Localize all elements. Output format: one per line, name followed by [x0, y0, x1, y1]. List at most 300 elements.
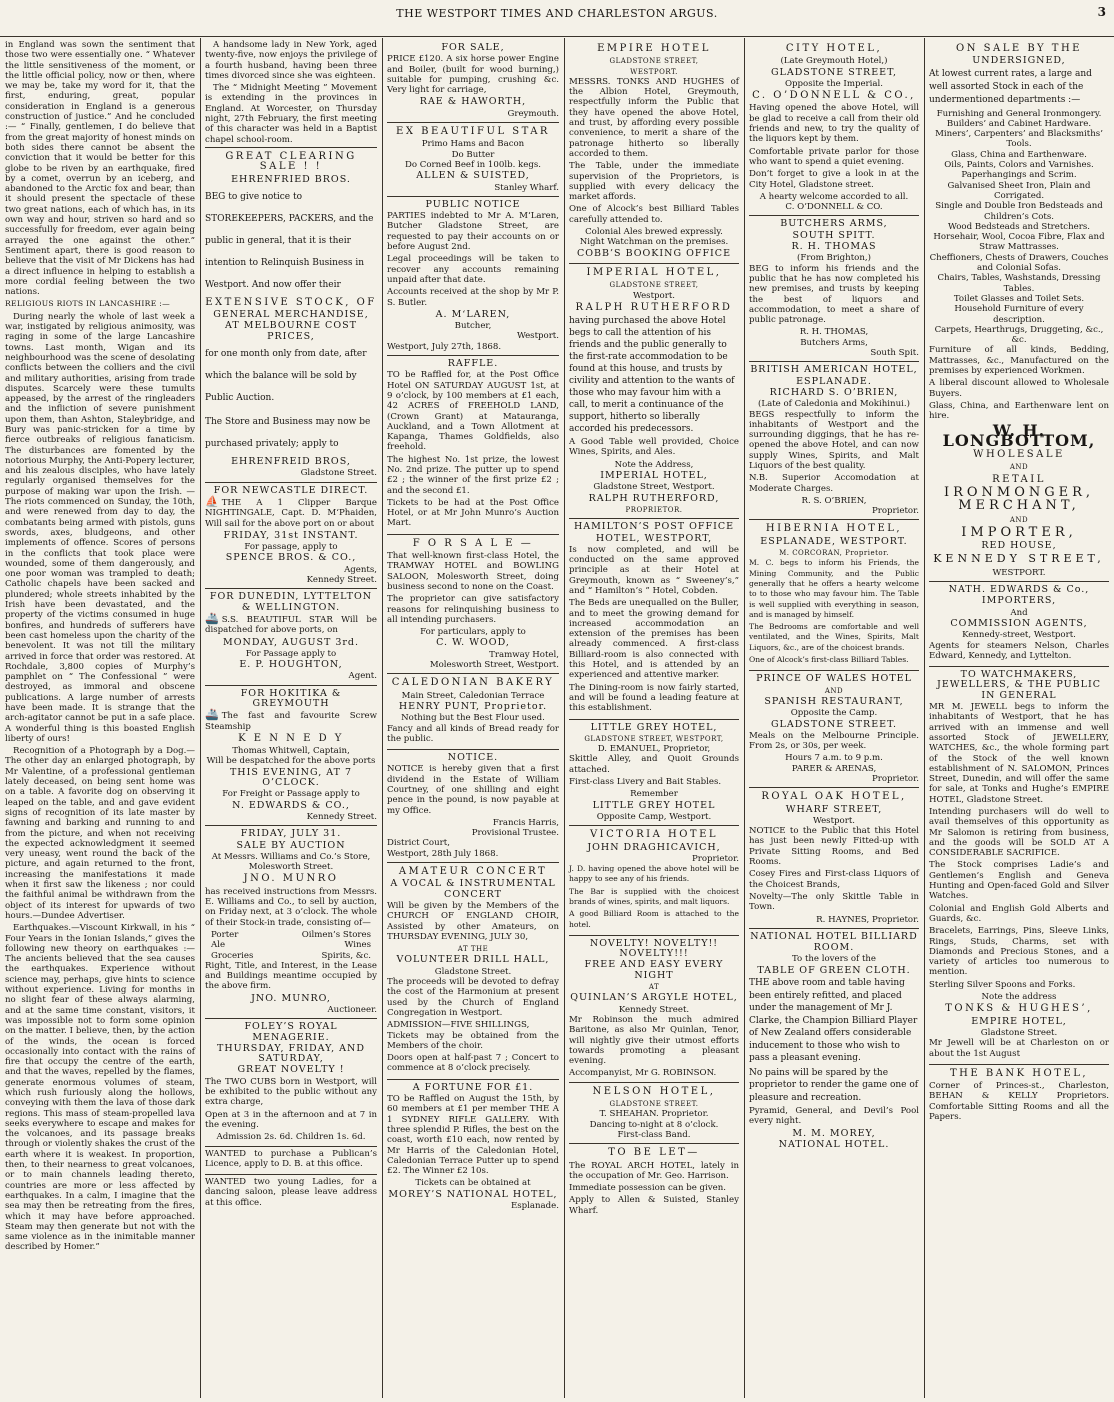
tramway-sale-ad: [387, 535, 559, 675]
ad-heading: UNDERSIGNED,: [972, 55, 1066, 67]
ad-text: Agents for steamers Nelson, Charles Edward, Kennedy, and Lyttelton.: [929, 640, 1109, 661]
riots-heading: RELIGIOUS RIOTS IN LANCASHIRE :—: [5, 299, 171, 309]
ad-text: Remember: [630, 789, 678, 800]
ad-text: AND: [1009, 515, 1029, 524]
lady-paragraph: A handsome lady in New York, aged twenty-five, now enjoys the privilege of a fourth husband, having been three times divorced since she was eighteen.: [205, 40, 377, 81]
ad-text: has received instructions from Messrs. E. Williams and Co., to sell by auction, on Friday next, at 3 o’clock. The whole of their Stock-in trade, consisting of—: [205, 886, 377, 928]
ad-text: Furniture of all kinds, Bedding, Mattrasses, &c., Manufactured on the premises by experienced Workmen.: [929, 345, 1109, 377]
ad-text: BEGS respectfully to inform the inhabitants of Westport and the surrounding diggings, that he has re-opened the above Hotel, and can now supply Wines, Spirits, and Malt Liquors of the best quality.: [749, 409, 919, 471]
ad-heading: A VOCAL & INSTRUMENTAL CONCERT: [390, 878, 556, 900]
ad-advertiser: D. EMANUEL, Proprietor,: [597, 744, 711, 755]
ad-role: Butcher,: [454, 321, 492, 332]
ad-address: Kennedy Street.: [618, 1004, 690, 1015]
ad-heading: PRINCE OF WALES HOTEL: [756, 673, 912, 685]
ad-date: FRIDAY, JULY 31.: [240, 828, 342, 840]
ad-role: PROPRIETOR.: [625, 505, 683, 514]
ad-heading: SPANISH RESTAURANT,: [764, 695, 904, 707]
longbottom-ad: [929, 40, 1109, 582]
ad-text: Novelty—The only Skittle Table in Town.: [749, 891, 919, 913]
argyle-hotel-ad: [569, 936, 739, 1083]
ad-advertiser: M. CORCORAN, Proprietor.: [779, 549, 889, 558]
ad-advertiser: A. M‘LAREN,: [435, 308, 511, 320]
column-1: [0, 40, 200, 1398]
ad-address: GLADSTONE STREET,: [609, 57, 699, 66]
ad-address: Butchers Arms,: [800, 337, 868, 348]
ad-venue: EMPIRE HOTEL,: [971, 1015, 1067, 1027]
ad-heading: COMMISSION AGENTS,: [950, 617, 1088, 629]
ad-heading: AMATEUR CONCERT: [398, 866, 548, 878]
victoria-hotel-ad: [569, 826, 739, 936]
list-item: Do Butter: [451, 149, 495, 160]
ad-text: That well-known first-class Hotel, the TRAMWAY HOTEL and BOWLING SALOON, Molesworth Street, doing business second to none on the Coast.: [387, 551, 559, 592]
list-item: Miners’, Carpenters’ and Blacksmiths’ Tools.: [935, 129, 1103, 150]
ad-text: The ROYAL ARCH HOTEL, lately in the occupation of Mr. Geo. Harrison.: [569, 1160, 739, 1181]
list-item: Oils, Paints, Colors and Varnishes.: [944, 160, 1094, 171]
ad-date: THURSDAY, FRIDAY, AND SATURDAY,: [217, 1042, 365, 1065]
ad-address: Gladstone Street, Westport.: [593, 482, 715, 493]
ad-heading: GREAT NOVELTY !: [237, 1064, 345, 1076]
ad-address: Stanley Wharf.: [494, 182, 559, 193]
ad-heading: GENERAL MERCHANDISE,: [213, 309, 369, 321]
ad-heading: EXTENSIVE STOCK, OF: [205, 296, 377, 308]
ad-text: Tickets can be obtained at: [415, 1178, 531, 1189]
ad-text: Sterling Silver Spoons and Forks.: [929, 979, 1076, 990]
ad-heading: IMPORTER,: [961, 524, 1077, 540]
ad-text: BEG to inform his friends and the public that he has now completed his new premises, and trusts by keeping the best of liquors and accommodation, to meet a share of public patronage.: [749, 263, 919, 326]
ad-text: A hearty welcome accorded to all.: [759, 191, 909, 202]
column-3: [382, 40, 564, 1398]
ad-heading: ROYAL OAK HOTEL,: [761, 791, 907, 803]
ad-heading: NATH. EDWARDS & Co.,: [948, 584, 1090, 596]
ad-text: Will be given by the Members of the CHURCH OF ENGLAND CHOIR, Assisted by other Amateurs, on THURSDAY EVENING, JULY 30,: [387, 900, 559, 942]
ad-text: MR M. JEWELL begs to inform the inhabitants of Westport, that he has arrived with an immense and well assorted Stock of JEWELLERY, WATCHES, &c., the whole forming part of the Stock of the well known establishment of N. SALOMON, Princes Street, Dunedin, and will offer the same for sale, at Tonks and Hughe’s EMPIRE HOTEL, Gladstone Street.: [929, 702, 1109, 805]
ad-text: NOTICE to the Public that this Hotel has just been newly Fitted-up with Private Sitting Rooms, and Bed Rooms.: [749, 826, 919, 868]
ad-text: First-class Band.: [617, 1129, 691, 1140]
ad-address: Opposite Camp, Westport.: [596, 811, 712, 822]
ad-text: BEG to give notice to STOREKEEPERS, PACKERS, and the public in general, that it is their intention to Relinquish Business in Westport. And now offer their: [205, 191, 374, 290]
billiard-room-ad: [749, 929, 919, 1154]
ad-heading: A FORTUNE FOR £1.: [412, 1081, 534, 1093]
ad-text: Mr Jewell will be at Charleston on or about the 1st August: [929, 1038, 1109, 1059]
british-american-hotel-ad: [749, 362, 919, 520]
ad-text: And: [1010, 607, 1028, 618]
ad-text: The Stock comprises Ladie’s and Gentlemen’s English and Geneva Hunting and Open-faced Gold and Silver Watches.: [929, 860, 1109, 902]
ad-text: First-class Livery and Bait Stables.: [569, 777, 722, 788]
ad-address: Kennedy-street, Westport.: [962, 630, 1076, 641]
ad-text: Comfortable private parlor for those who want to spend a quiet evening.: [749, 146, 919, 167]
bank-hotel-ad: [929, 1065, 1109, 1127]
ad-advertiser: JNO. MUNRO: [243, 873, 339, 885]
list-item: Wood Bedsteads and Stretchers.: [947, 221, 1090, 232]
ad-text: A Good Table well provided, Choice Wines, Spirits, and Ales.: [569, 437, 739, 458]
ad-heading: NOVELTY! NOVELTY!! NOVELTY!!!: [589, 937, 719, 960]
goods-row: Groceries Spirits, &c.: [211, 950, 371, 961]
ad-ship-name: K E N N E D Y: [238, 732, 344, 744]
ad-text: Note the address: [981, 992, 1057, 1003]
wanted-licence-ad: [205, 1147, 377, 1176]
ad-text: The highest No. 1st prize, the lowest No. 2nd prize. The putter up to spend £2 ; the winner of the first prize £2 ; and the second £1.: [387, 454, 559, 496]
ad-advertiser: RICHARD S. O’BRIEN,: [769, 386, 899, 398]
auction-ad: [205, 826, 377, 1019]
ad-text: TO be Raffled on August the 15th, by 60 members at £1 per member THE A 1 SYDNEY RIFLE GALLERY. With three splendid P. Rifles, the best on the coast, worth £10 each, now rented by Mr Harris of the Caledonian Hotel, Caledonian Terrace Putter up to spend £2. The Winner £2 10s.: [387, 1094, 559, 1177]
ad-heading: HAMILTON’S POST OFFICE: [573, 521, 735, 533]
jeweller-ad: [929, 667, 1109, 1065]
ad-advertiser: N. EDWARDS & CO.,: [232, 799, 350, 811]
ad-advertiser: PARER & ARENAS,: [791, 763, 877, 774]
ad-text: Mr Robinson the much admired Baritone, as also Mr Quinlan, Tenor, will nightly give their utmost efforts towards promoting a pleasant evening.: [569, 1014, 739, 1067]
ad-heading: FREE AND EASY EVERY NIGHT: [584, 959, 724, 981]
ad-text: A liberal discount allowed to Wholesale Buyers.: [929, 378, 1109, 399]
ad-heading: NOTICE.: [447, 752, 499, 764]
ad-address: WESTPORT.: [630, 67, 678, 76]
ad-advertiser: EHRENFRIED BROS.: [231, 173, 351, 185]
ad-address: Kennedy Street.: [306, 811, 377, 822]
ad-text: J. D. having opened the above hotel will be happy to see any of his friends.: [569, 864, 739, 884]
ad-heading: BRITISH AMERICAN HOTEL,: [750, 364, 918, 376]
ad-address: Tramway Hotel,: [489, 649, 559, 660]
ad-text: Legal proceedings will be taken to recover any accounts remaining unpaid after that date.: [387, 254, 559, 285]
ad-heading: FOR DUNEDIN, LYTTELTON & WELLINGTON.: [209, 591, 373, 613]
ad-text: WANTED two young Ladies, for a dancing saloon, please leave address at this office.: [205, 1177, 377, 1208]
ad-venue: NATIONAL HOTEL.: [778, 1138, 890, 1150]
menagerie-ad: [205, 1019, 377, 1146]
hibernia-hotel-ad: [749, 520, 919, 671]
ad-role: Auctioneer.: [327, 1005, 377, 1015]
nelson-hotel-ad: [569, 1083, 739, 1144]
ad-text: (From Brighton,): [797, 253, 871, 264]
ad-heading: IRONMONGER,: [943, 484, 1095, 500]
royal-oak-hotel-ad: [749, 788, 919, 929]
ad-text: PRICE £120. A six horse power Engine and Boiler, (built for wood burning,) suitable for pumping, crushing &c. Very light for carriage,: [387, 54, 559, 96]
ad-advertiser: RAE & HAWORTH,: [419, 96, 527, 108]
butchers-arms-ad: [749, 216, 919, 362]
ad-heading: HOTEL, WESTPORT,: [595, 532, 713, 544]
ad-heading: NATIONAL HOTEL BILLIARD: [750, 930, 918, 942]
ad-address: Kennedy Street.: [306, 575, 377, 586]
ad-advertiser: R. H. THOMAS,: [799, 327, 869, 338]
list-item: Furnishing and General Ironmongery.: [936, 108, 1102, 119]
ad-text: The Dining-room is now fairly started, and will be found a leading feature at this establishment.: [569, 682, 739, 714]
hamilton-hotel-ad: [569, 519, 739, 719]
steamship-icon: 🚢: [205, 611, 219, 625]
to-let-ad: [569, 1144, 739, 1221]
ad-text: ⛵ THE A 1 Clipper Barque NIGHTINGALE, Capt. D. M‘Phaiden, Will sail for the above port on or about: [205, 494, 377, 529]
newcastle-ad: [205, 483, 377, 590]
ad-address: Westport.: [812, 815, 856, 826]
ad-address: GLADSTONE STREET, WESTPORT,: [584, 734, 724, 743]
ad-advertiser: ALLEN & SUISTED,: [416, 170, 530, 182]
list-item: Do Corned Beef in 100lb. kegs.: [405, 159, 541, 170]
ad-text: The Bar is supplied with the choicest brands of wines, spirits, and malt liquors.: [569, 886, 739, 906]
ad-text: WANTED to purchase a Publican’s Licence, apply to D. B. at this office.: [205, 1148, 377, 1169]
ad-text: THE above room and table having been entirely refitted, and placed under the management of Mr J. Clarke, the Champion Billiard Player of New Zealand offers considerable inducement to those who wish to pass a pleasant evening.: [749, 978, 918, 1064]
ad-text: Note the Address,: [614, 459, 694, 470]
ad-heading: BUTCHERS ARMS,: [780, 218, 888, 230]
ad-advertiser: C. O’DONNELL & CO.,: [752, 90, 916, 102]
ad-advertiser: W. H. LONGBOTTOM,: [942, 420, 1096, 450]
ad-address: WHARF STREET,: [785, 803, 883, 815]
ad-heading: MERCHANT,: [958, 498, 1080, 514]
ad-text: 🚢 S.S. BEAUTIFUL STAR Will be dispatched for above ports, on: [205, 611, 377, 636]
ad-text: M. C. begs to inform his Friends, the Mining Community, and the Public generally that he offers a hearty welcome to to those who may favour him. The Table is well supplied with everything in season, and is managed by himself.: [749, 558, 919, 619]
ad-advertiser: RALPH RUTHERFORD,: [588, 492, 720, 504]
dividend-notice-ad: [387, 750, 559, 863]
ad-text: Colonial Ales brewed expressly.: [585, 227, 723, 238]
ad-heading: COBB’S BOOKING OFFICE: [577, 247, 731, 259]
ad-heading: IMPERIAL HOTEL,: [586, 266, 722, 278]
ad-venue: RED HOUSE,: [981, 540, 1057, 552]
ad-heading: SALE BY AUCTION: [236, 839, 346, 851]
ad-text: Nothing but the Best Flour used.: [401, 713, 545, 724]
dickens-article: in England was sown the sentiment that those two were essentially one. “ Whatever the little sensitiveness of the moment, or the little official policy, now or then, where we may be, take my word for it, that the first, enduring, great, popular consideration in England is a generous construction of justice.” And he concluded :— “ Finally, gentlemen, I do believe that from the great majority of honest minds on both sides there cannot be absent the conviction that it would be better for this globe to be riven by an earthquake, fired by a comet, overrun by an iceberg, and abandoned to the Arctic fox and bear, than it should present the spectacle of these two great nations, each of which has, in its own way and hour, striven so hard and so successfully for freedom, ever again being arrayed the one against the other.” Sentiment apart, there is good reason to believe that the visit of Mr Dickens has had a direct influence in helping to establish a more cordial feeling between the two nations.: [5, 40, 195, 298]
ad-address: GLADSTONE STREET.: [609, 1100, 699, 1109]
ad-text: Glass, China, and Earthenware lent on hire.: [929, 400, 1109, 422]
ad-address: KENNEDY STREET,: [933, 552, 1105, 566]
ad-text: Accounts received at the shop by Mr P. S. Butler.: [387, 287, 559, 308]
ad-heading: LITTLE GREY HOTEL: [592, 799, 716, 811]
ad-address: GLADSTONE STREET,: [609, 281, 699, 290]
ad-venue: QUINLAN’S ARGYLE HOTEL,: [570, 992, 738, 1004]
ad-address: GLADSTONE STREET.: [770, 718, 898, 730]
list-item: Galvanised Sheet Iron, Plain and Corrigated.: [947, 180, 1091, 201]
ad-text: Bracelets, Earrings, Pins, Sleeve Links, Rings, Studs, Charms, set with Diamonds and Precious Stones, and a variety of articles too numerous to mention.: [929, 926, 1109, 978]
fortune-raffle-ad: [387, 1080, 559, 1215]
column-5: [744, 40, 924, 1398]
list-item: Cheffioners, Chests of Drawers, Couches and Colonial Sofas.: [929, 252, 1109, 274]
ad-text: for one month only from date, after which the balance will be sold by Public Auction.: [205, 349, 367, 404]
ad-address: Gladstone Street.: [434, 966, 512, 977]
ad-address: Molesworth Street, Westport.: [429, 660, 559, 671]
ad-heading: FOLEY’S ROYAL MENAGERIE.: [244, 1021, 338, 1043]
ad-text: N.B. Superior Accomodation at Moderate Charges.: [749, 473, 919, 494]
ad-address: Westport.: [632, 290, 676, 301]
ad-price: ADMISSION—FIVE SHILLINGS,: [387, 1020, 530, 1031]
dog-article: Recognition of a Photograph by a Dog.—The other day an enlarged photograph, by Mr Valentine, of a professional gentleman lately deceased, on being sent home was on a table. A favorite dog on observing it leaped on the table, and and gave evident signs of recognition of its late master by fawning and barking and running to and from the picture, and when not receiving the expected acknowledgment it seemed very uneasy, went round the back of the picture, and again returned to the front, increasing the manifestations it made when it first saw the likeness ; nor could the faithful animal be withdrawn from the object of its interest for upwards of two hours.—Dundee Advertiser.: [5, 746, 195, 921]
ad-text: 🚢 The fast and favourite Screw Steamship: [205, 708, 377, 732]
ad-text: Colonial and English Gold Alberts and Guards, &c.: [929, 903, 1109, 924]
ad-role: Proprietor.: [871, 506, 919, 517]
ad-heading: GREAT CLEARING SALE ! !: [225, 150, 357, 173]
list-item: Glass, China and Earthenware.: [951, 149, 1087, 160]
ad-text: Cosey Fires and First-class Liquors of the Choicest Brands,: [749, 869, 919, 890]
ad-text: No pains will be spared by the proprietor to render the game one of pleasure and recreation.: [749, 1067, 919, 1103]
ad-text: Right, Title, and Interest, in the Lease and Buildings meantime occupied by the above firm.: [205, 960, 377, 992]
ad-text: The Beds are unequalled on the Buller, and to meet the growing demand for increased accommodation an extension of the premises has been already commenced. A first-class Billiard-room is also connected with this Hotel, and is attended by an experienced and attentive marker.: [569, 598, 739, 681]
ad-address: WESTPORT.: [992, 567, 1046, 578]
ad-heading: CALEDONIAN BAKERY: [391, 677, 555, 689]
ad-advertiser: R. H. THOMAS: [791, 241, 877, 253]
ad-heading: TO BE LET—: [608, 1147, 700, 1159]
ad-advertiser: EHRENFREID BROS,: [231, 456, 351, 468]
ad-address: District Court,: [387, 838, 450, 849]
edwards-ad: [929, 582, 1109, 667]
ad-text: The TWO CUBS born in Westport, will be exhibited to the public without any extra charge,: [205, 1076, 377, 1108]
prince-of-wales-ad: [749, 671, 919, 788]
ad-advertiser: JOHN DRAGHICAVICH,: [587, 841, 721, 853]
ship-icon: ⛵: [205, 494, 219, 508]
ad-address: Gladstone Street.: [980, 1027, 1058, 1038]
wanted-ladies-ad: [205, 1175, 377, 1213]
ad-venue: MOREY’S NATIONAL HOTEL,: [388, 1188, 558, 1200]
riots-article: During nearly the whole of last week a war, instigated by religious animosity, was raging in some of the large Lancashire towns. Last month, Wigan and its neighbourhood was the scene of desolating conflicts between the colliers and the civil and military authorities, arising from trade disputes. Scarcely were these tumults appeased, by the arrest of the ringleaders and the infliction of severe punishment upon them, than Ashton, Staleybridge, and Bury was panic-stricken for a time by fierce outbreaks of religious fanaticism. The disturbances are fomented by the notorious Murphy, the Anti-Popery lecturer, and his zealous disciples, who have lately regularly organised themselves for the purpose of making war upon the Irish. —The riots commenced on Sunday, the 10th, and were renewed from day to day, the combatants being armed with pistols, guns swords, axes, bludgeons, and other implements of offence. Scores of persons in the conflicts that took place were wounded, some of them dangerously, and one poor woman was trampled to death; Catholic chapels have been sacked and plundered; whole streets inhabited by the Irish have been devastated, and the property of the victims consumed in huge bonfires, and hundreds of sufferers have been cast homeless upon the charity of the benevolent. It was not till the military arrived in force that order was restored. At Rochdale, 3,800 copies of Murphy’s pamphlet on “ The Confessional ” were destroyed, as immoral and obscene publications. A large number of arrests have been made. It is strange that the arch-agitator cannot be put in a safe place. A wonderful thing is this boasted English liberty of ours!: [5, 311, 195, 744]
ad-text: AT THE: [457, 945, 489, 954]
ad-text: To the lovers of the: [791, 954, 877, 965]
ad-role: Proprietor.: [691, 853, 739, 864]
ad-text: Is now completed, and will be conducted on the same approved principle as at their Hotel at Greymouth, known as “ Sweeney’s,” and “ Hamilton’s ” Hotel, Cobden.: [569, 544, 739, 596]
ad-text: MESSRS. TONKS AND HUGHES of the Albion Hotel, Greymouth, respectfully inform the Public that they have opened the above Hotel, and trust, by affording every possible convenience, to merit a share of the patronage hitherto so liberally accorded to them.: [569, 76, 739, 159]
ad-text: Pyramid, General, and Devil’s Pool every night.: [749, 1106, 919, 1127]
concert-ad: [387, 863, 559, 1080]
ad-text: Tickets to be had at the Post Office Hotel, or at Mr John Munro’s Auction Mart.: [387, 497, 559, 529]
ad-text: A good Billiard Room is attached to the hotel.: [569, 909, 739, 929]
ad-text: For passage, apply to: [244, 542, 338, 553]
ad-text: Night Watchman on the premises.: [579, 237, 729, 248]
bakery-ad: [387, 674, 559, 750]
ad-text: Fancy and all kinds of Bread ready for the public.: [387, 723, 559, 744]
ad-address: GLADSTONE STREET,: [770, 66, 898, 78]
ad-advertiser: TONKS & HUGHES’,: [945, 1003, 1093, 1015]
ad-advertiser: R. S. O’BRIEN,: [801, 495, 867, 506]
list-item: Paperhangings and Scrim.: [961, 170, 1077, 181]
ad-text: Hours 7 a.m. to 9 p.m.: [785, 753, 883, 764]
ad-text: One of Alcock’s first-class Billiard Tables.: [749, 655, 909, 665]
ad-heading: HIBERNIA HOTEL,: [765, 523, 903, 535]
list-item: Toilet Glasses and Toilet Sets.: [953, 293, 1085, 304]
ad-address: Esplanade.: [510, 1200, 559, 1211]
ad-text: The proprietor can give satisfactory reasons for relinquishing business to all intending purchasers.: [387, 594, 559, 625]
ad-text: TO be Raffled for, at the Post Office Hotel ON SATURDAY AUGUST 1st, at 9 o’clock, by 100 members at £1 each, 42 ACRES of FREEHOLD LAND, (Crown Grant) at Matauranga, Auckland, and a Town Allotment at Kapanga, Thames Goldfields, also freehold.: [387, 370, 559, 453]
ad-text: Open at 3 in the afternoon and at 7 in the evening.: [205, 1109, 377, 1130]
newspaper-title: THE WESTPORT TIMES AND CHARLESTON ARGUS.: [396, 7, 718, 20]
ad-text: At Messrs. Williams and Co.’s Store, Molesworth Street.: [211, 851, 371, 873]
column-2: [200, 40, 382, 1398]
ad-text: Thomas Whitwell, Captain,: [232, 746, 350, 757]
steamship-icon: 🚢: [205, 708, 219, 722]
list-item: Horsehair, Wool, Cocoa Fibre, Flax and Straw Mattrasses.: [933, 232, 1105, 253]
raffle-ad: [387, 356, 559, 535]
ad-heading: THE BANK HOTEL,: [949, 1067, 1089, 1079]
page-number: 3: [1097, 5, 1106, 19]
ad-text: Skittle Alley, and Quoit Grounds attached.: [569, 754, 739, 775]
ad-text: Don’t forget to give a look in at the City Hotel, Gladstone street.: [749, 169, 919, 190]
ad-text: (Late Greymouth Hotel,): [780, 56, 888, 67]
ad-advertiser: T. SHEAHAN. Proprietor.: [599, 1109, 709, 1120]
ad-heading: WHOLESALE: [973, 449, 1065, 461]
ad-venue: VOLUNTEER DRILL HALL,: [396, 954, 550, 966]
ad-heading: FOR HOKITIKA & GREYMOUTH: [240, 687, 342, 709]
city-hotel-ad: [749, 40, 919, 216]
ad-heading: VICTORIA HOTEL: [589, 829, 719, 841]
goods-row: Ale Wines: [211, 940, 371, 951]
column-4: [564, 40, 744, 1398]
ad-role: Agent.: [348, 671, 377, 682]
ad-text: For particulars, apply to: [420, 627, 526, 638]
ad-heading: F O R S A L E —: [412, 537, 534, 549]
ad-role: Proprietor.: [871, 774, 919, 784]
ad-text: having purchased the above Hotel begs to call the attention of his friends and the public generally to the first-rate accommodation to be found at this house, and trusts by civility and attention to the wants of those who may favour him with a call, to merit a continuance of the support, hitherto so liberally accorded his predecessors.: [569, 316, 735, 435]
ad-advertiser: HENRY PUNT, Proprietor.: [398, 700, 548, 712]
ad-address: Greymouth.: [507, 108, 559, 119]
ad-heading: NELSON HOTEL,: [592, 1085, 716, 1097]
ad-text: Dancing to-night at 8 o’clock.: [589, 1119, 719, 1130]
earthquakes-article: Earthquakes.—Viscount Kirkwall, in his “ Four Years in the Ionian Islands,” gives the following new theory on earthquakes :—The ancients believed that the sea causes the earthquakes. Experience without science may, perhaps, give hints to science without experience. Living for months in no slight fear of these always alarming, and at the same time constant, visitors, it was impossible not to form some opinion on the matter. I believe, then, by the action of the winds, the ocean is forced occasionally into contact with the rains of fire that occupy the centre of the earth, and that the waves, repelled by the flames, generate enormous volumes of steam, which rush furiously along the hollows, conveying with them the lava of those dark regions. This mass of steam-propelled lava seeks everywhere to escape and makes for the volcanoes, and its passage breaks through or violently shakes the crust of the earth where it is weakest. In proportion, then, to their nearness to great volcanoes, or to main channels leading thereto, countries are more or less affected by earthquakes. In a calm, I imagine that the sea may then be retreating from the fires, which it may have before approached. Steam may then generate but not with the same violence as in the inimitable manner described by Homer.”: [5, 923, 195, 1253]
ad-advertiser: SPENCE BROS. & CO.,: [225, 552, 357, 564]
ad-text: AND: [1009, 463, 1029, 472]
ad-address: South Spit.: [870, 348, 919, 359]
ad-text: The Table, under the immediate supervision of the Proprietors, is supplied with every delicacy the market affords.: [569, 161, 739, 203]
little-grey-hotel-ad: [569, 720, 739, 827]
ad-text: Doors open at half-past 7 ; Concert to commence at 8 o’clock precisely.: [387, 1053, 559, 1074]
ad-heading: RAFFLE.: [447, 358, 499, 370]
ad-text: PARTIES indebted to Mr A. M‘Laren, Butcher Gladstone Street, are requested to pay their accounts on or before August 2nd.: [387, 211, 559, 253]
list-item: Chairs, Tables, Washstands, Dressing Tables.: [937, 273, 1101, 294]
ad-heading: FOR SALE,: [441, 42, 505, 53]
column-6: [924, 40, 1114, 1398]
ad-heading: FOR NEWCASTLE DIRECT.: [213, 484, 369, 496]
ad-text: Having opened the above Hotel, will be glad to receive a call from their old friends and new, to try the quality of the liquors kept by them.: [749, 103, 919, 145]
ad-heading: EX BEAUTIFUL STAR: [396, 126, 550, 138]
imperial-hotel-ad: [569, 264, 739, 519]
ad-heading: ON SALE BY THE: [956, 43, 1082, 54]
ad-advertiser: C. O’DONNELL & CO.: [785, 202, 883, 213]
ad-date: Westport, July 27th, 1868.: [387, 341, 502, 352]
ad-heading: TABLE OF GREEN CLOTH.: [757, 964, 911, 976]
list-item: Household Furniture of every description.: [954, 304, 1084, 325]
list-item: Single and Double Iron Bedsteads and Children’s Cots.: [935, 201, 1103, 222]
ad-advertiser: C. W. WOOD,: [436, 637, 510, 649]
masthead: [0, 0, 1114, 37]
hokitika-ad: [205, 686, 377, 827]
ad-text: Immediate possession can be given.: [569, 1183, 726, 1194]
ad-advertiser: RALPH RUTHERFORD: [575, 301, 733, 313]
ad-date: THIS EVENING, AT 7 O’CLOCK.: [229, 766, 353, 789]
ad-advertiser: M. M. MOREY,: [792, 1127, 876, 1139]
clearing-sale-ad: [205, 147, 377, 483]
ad-text: The proceeds will be devoted to defray the cost of the Harmonium at present used by the Church of England Congregation in Westport.: [387, 977, 559, 1018]
ad-text: Intending purchasers will do well to avail themselves of this opportunity as Mr Salomon is retiring from business, and the goods will be SOLD AT A CONSIDERABLE SACRIFICE.: [929, 807, 1109, 859]
ad-text: At lowest current rates, a large and well assorted Stock in each of the undermentioned departments :—: [929, 68, 1092, 105]
engine-sale-ad: [387, 40, 559, 123]
ad-heading: PUBLIC NOTICE: [425, 198, 521, 210]
ad-heading: IMPORTERS,: [981, 595, 1057, 607]
list-item: Carpets, Hearthrugs, Druggeting, &c., &c.: [934, 324, 1104, 346]
ad-advertiser: R. HAYNES, Proprietor.: [816, 914, 919, 925]
ad-text: One of Alcock’s best Billiard Tables carefully attended to.: [569, 204, 739, 225]
ad-text: The Bedrooms are comfortable and well ventilated, and the Wines, Spirits, Malt Liquors, &c., are of the choicest brands.: [749, 622, 919, 652]
ad-heading: LITTLE GREY HOTEL,: [590, 721, 718, 733]
ad-heading: ROOM.: [813, 942, 855, 954]
ad-date: Westport, 28th July 1868.: [387, 848, 499, 859]
ad-address: ESPLANADE, WESTPORT.: [760, 535, 908, 547]
ad-advertiser: Francis Harris,: [492, 817, 559, 828]
beautiful-star-ad: [387, 123, 559, 197]
ad-heading: AT MELBOURNE COST PRICES,: [225, 320, 357, 342]
public-notice-ad: [387, 197, 559, 356]
ad-heading: TO WATCHMAKERS, JEWELLERS, & THE PUBLIC IN GENERAL: [937, 669, 1101, 701]
ad-address: Main Street, Caledonian Terrace: [401, 690, 545, 701]
ad-text: Will be despatched for the above ports: [206, 756, 376, 767]
dunedin-ad: [205, 589, 377, 685]
ad-text: Accompanyist, Mr G. ROBINSON.: [569, 1068, 717, 1079]
meeting-paragraph: The “ Midnight Meeting ” Movement is extending in the provinces in England. At Worcester, on Thursday night, 27th February, the first meeting of this character was held in a Baptist chapel school-room.: [205, 83, 377, 145]
ad-text: Tickets may be obtained from the Members of the choir.: [387, 1030, 559, 1051]
ad-address: Gladstone Street.: [300, 468, 377, 479]
ad-text: The Store and Business may now be purchased privately; apply to: [205, 417, 371, 450]
ad-text: Apply to Allen & Suisted, Stanley Wharf.: [569, 1195, 739, 1216]
ad-text: Corner of Princes-st., Charleston, BEHAN & KELLY Proprietors. Comfortable Sitting Rooms and all the Papers.: [929, 1081, 1109, 1123]
ad-text: For Passage apply to: [245, 648, 337, 659]
ad-advertiser: JNO. MUNRO,: [251, 992, 331, 1004]
